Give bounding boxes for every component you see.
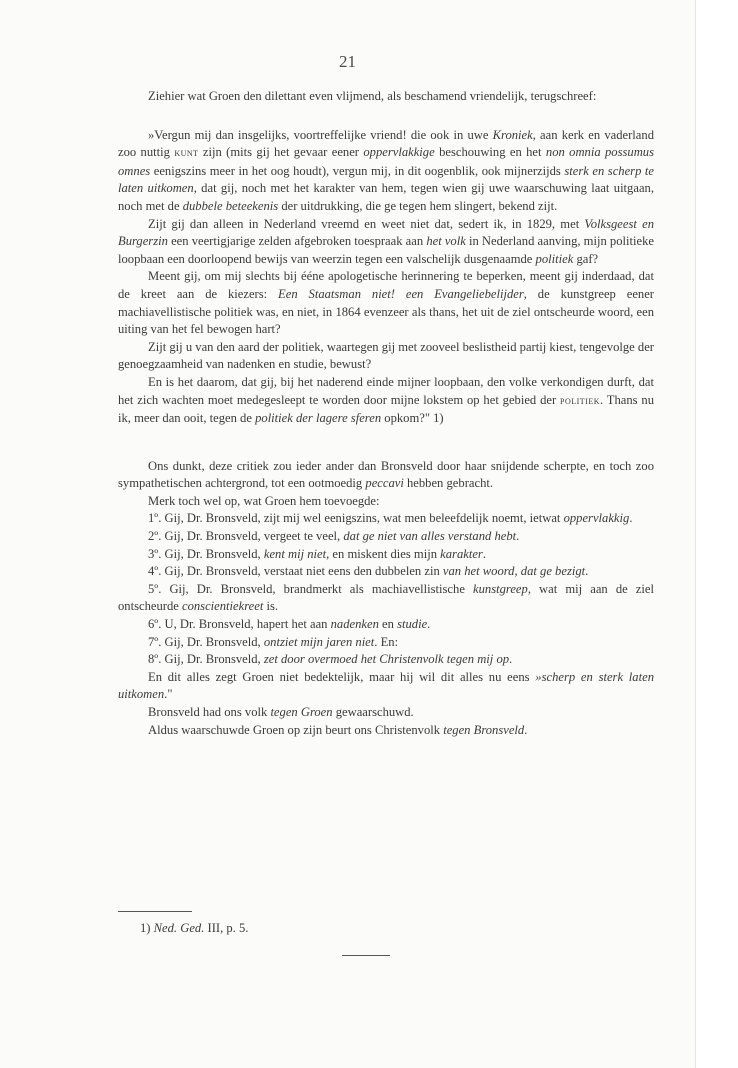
text: 3º. Gij, Dr. Bronsveld,	[148, 546, 264, 561]
emphasis: dat ge bezigt	[520, 564, 586, 579]
list-item	[118, 510, 654, 528]
text: 4º. Gij, Dr. Bronsveld, verstaat niet eens den dubbelen zin	[148, 564, 443, 579]
commentary-paragraph-1	[118, 458, 654, 493]
emphasis: het volk	[426, 234, 466, 249]
emphasis: kent mij niet	[263, 546, 327, 561]
text: 8º. Gij, Dr. Bronsveld,	[148, 652, 264, 667]
intro-paragraph	[118, 88, 654, 106]
intro-text: Ziehier wat Groen den dilettant even vlijmend, als beschamend vriendelijk, terugschreef:	[148, 89, 597, 103]
text: .	[427, 617, 431, 632]
small-caps: politiek	[560, 394, 601, 407]
quote-paragraph-2	[118, 216, 654, 269]
text: gewaarschuwd.	[332, 705, 414, 719]
text: Bronsveld had ons volk	[148, 705, 271, 719]
emphasis: nadenken	[330, 617, 379, 632]
commentary-paragraph-2	[118, 493, 654, 511]
text: En is het daarom, dat gij, bij het naderend einde mijner loopbaan, den volke verkondigen durft, dat het zich wachten moet medegesleept te worden door mijne lokstem op het gebied der	[118, 374, 654, 407]
emphasis: tegen Groen	[270, 705, 333, 719]
footnote-marker: 1)	[140, 921, 154, 935]
text: .	[585, 564, 589, 579]
text: een veertigjarige zelden afgebroken toespraak aan	[167, 234, 427, 249]
text: Zijt gij u van den aard der politiek, waartegen gij met zooveel beslistheid partij kiest, tengevolge der genoegzaamheid van nadenken en studie, bewust?	[118, 339, 654, 372]
emphasis: kunstgreep	[473, 581, 528, 596]
emphasis: politiek	[535, 251, 574, 266]
text: der uitdrukking, die ge tegen hem slingert, bekend zijt.	[278, 198, 558, 213]
quote-paragraph-1	[118, 127, 654, 216]
emphasis: politiek der lagere sferen	[255, 411, 382, 426]
text: is.	[263, 599, 279, 614]
text: 7º. Gij, Dr. Bronsveld,	[148, 634, 264, 649]
text: zijn (mits gij het gevaar eener	[198, 145, 364, 160]
commentary-paragraph-4	[118, 704, 654, 722]
list-item	[118, 634, 654, 652]
emphasis: dat ge niet van alles verstand hebt	[343, 529, 517, 544]
text: »Vergun mij dan insgelijks, voortreffelijke vriend! die ook in uwe	[148, 127, 493, 142]
footnote-reference: III, p. 5.	[204, 921, 249, 935]
emphasis: oppervlakkige	[363, 145, 435, 160]
text: .	[509, 652, 513, 667]
text: . Thans nu ik, meer dan ooit, tegen de	[118, 392, 654, 426]
text: , aan kerk en vaderland zoo nuttig	[118, 127, 654, 160]
list-item	[118, 651, 654, 669]
text: .	[516, 529, 520, 544]
emphasis: Volksgeest en Burgerzin	[118, 216, 654, 249]
emphasis: van het woord	[442, 564, 515, 579]
footnote-divider	[118, 911, 192, 912]
quote-paragraph-3	[118, 268, 654, 338]
small-caps: kunt	[174, 147, 199, 160]
emphasis: peccavi	[365, 476, 404, 491]
emphasis: zet door overmoed het Christenvolk tegen mij op	[263, 652, 510, 667]
commentary-paragraph-5	[118, 722, 654, 740]
text: eenigszins meer in het oog houdt), vergun mij, in dit oogenblik, ook mijnerzijds	[150, 163, 565, 178]
emphasis: studie	[397, 617, 428, 632]
emphasis: tegen Bronsveld	[443, 722, 525, 737]
footnote-source: Ned. Ged.	[153, 921, 205, 935]
text: 1º. Gij, Dr. Bronsveld, zijt mij wel eenigszins, wat men beleefdelijk noemt, ietwat	[148, 511, 564, 526]
emphasis: Kroniek	[492, 127, 533, 142]
text: Meent gij, om mij slechts bij ééne apologetische herinnering te beperken, meent gij inderdaad, dat de kreet aan de kiezers:	[118, 269, 654, 301]
text: 5º. Gij, Dr. Bronsveld, brandmerkt als machiavellistische	[148, 581, 474, 596]
text: en	[378, 617, 398, 632]
quote-paragraph-4	[118, 339, 654, 374]
list-item	[118, 581, 654, 616]
emphasis: conscientiekreet	[182, 599, 264, 614]
text: beschouwing en het	[434, 145, 546, 160]
emphasis: Een Staatsman niet! een Evangeliebelijder	[278, 286, 524, 301]
end-divider	[342, 955, 390, 956]
text: in Nederland aanving, mijn politieke loopbaan een doorloopend bewijs van weerzin tegen een valschelijk dusgenaamde	[118, 234, 654, 266]
text: .	[524, 722, 528, 737]
quote-paragraph-5	[118, 374, 654, 428]
commentary-paragraph-3	[118, 669, 654, 704]
body-text	[118, 88, 654, 739]
emphasis: non omnia possumus omnes	[118, 145, 654, 178]
text: Zijt gij dan alleen in Nederland vreemd en weet niet dat, sedert ik, in 1829, met	[148, 216, 585, 231]
text: Ons dunkt, deze critiek zou ieder ander dan Bronsveld door haar snijdende scherpte, en toch zoo sympathetischen achtergrond, tot een ootmoedig	[118, 458, 654, 491]
text: opkom?" 1)	[381, 411, 444, 426]
emphasis: ontziet mijn jaren niet	[263, 634, 375, 649]
text: , en miskent dies mijn	[326, 546, 441, 561]
text: , wat mij aan de ziel ontscheurde	[118, 581, 654, 614]
text: ."	[164, 687, 173, 702]
accusation-list	[118, 510, 654, 668]
text: hebben gebracht.	[403, 476, 494, 491]
emphasis: sterk en scherp te laten uitkomen	[118, 163, 654, 196]
list-item	[118, 528, 654, 546]
emphasis: »scherp en sterk laten uitkomen	[118, 669, 654, 702]
text: . En:	[374, 634, 399, 649]
footnote	[140, 921, 248, 936]
emphasis: dubbele beteekenis	[182, 198, 279, 213]
emphasis: oppervlakkig	[563, 511, 630, 526]
list-item	[118, 546, 654, 564]
text: .	[629, 511, 633, 526]
text: 2º. Gij, Dr. Bronsveld, vergeet te veel,	[148, 529, 344, 544]
text: gaf?	[573, 251, 599, 266]
page-number: 21	[339, 52, 356, 71]
text: ,	[514, 564, 521, 579]
text: , de kunstgreep eener machiavellistische politiek was, en niet, in 1864 evenzeer als thans, het uit de ziel ontscheurde woord, een uiting van het fel bewogen hart?	[118, 286, 654, 337]
text: , dat gij, noch met het karakter van hem, tegen wien gij uwe waarschuwing laat uitgaan, noch met de	[118, 181, 654, 213]
text: 6º. U, Dr. Bronsveld, hapert het aan	[148, 617, 331, 632]
text: En dit alles zegt Groen niet bedektelijk, maar hij wil dit alles nu eens	[148, 669, 536, 684]
emphasis: karakter	[440, 546, 483, 561]
text: Merk toch wel op, wat Groen hem toevoegde:	[148, 493, 380, 508]
text: .	[482, 546, 486, 561]
list-item	[118, 563, 654, 581]
list-item	[118, 616, 654, 634]
text: Aldus waarschuwde Groen op zijn beurt ons Christenvolk	[148, 722, 444, 737]
